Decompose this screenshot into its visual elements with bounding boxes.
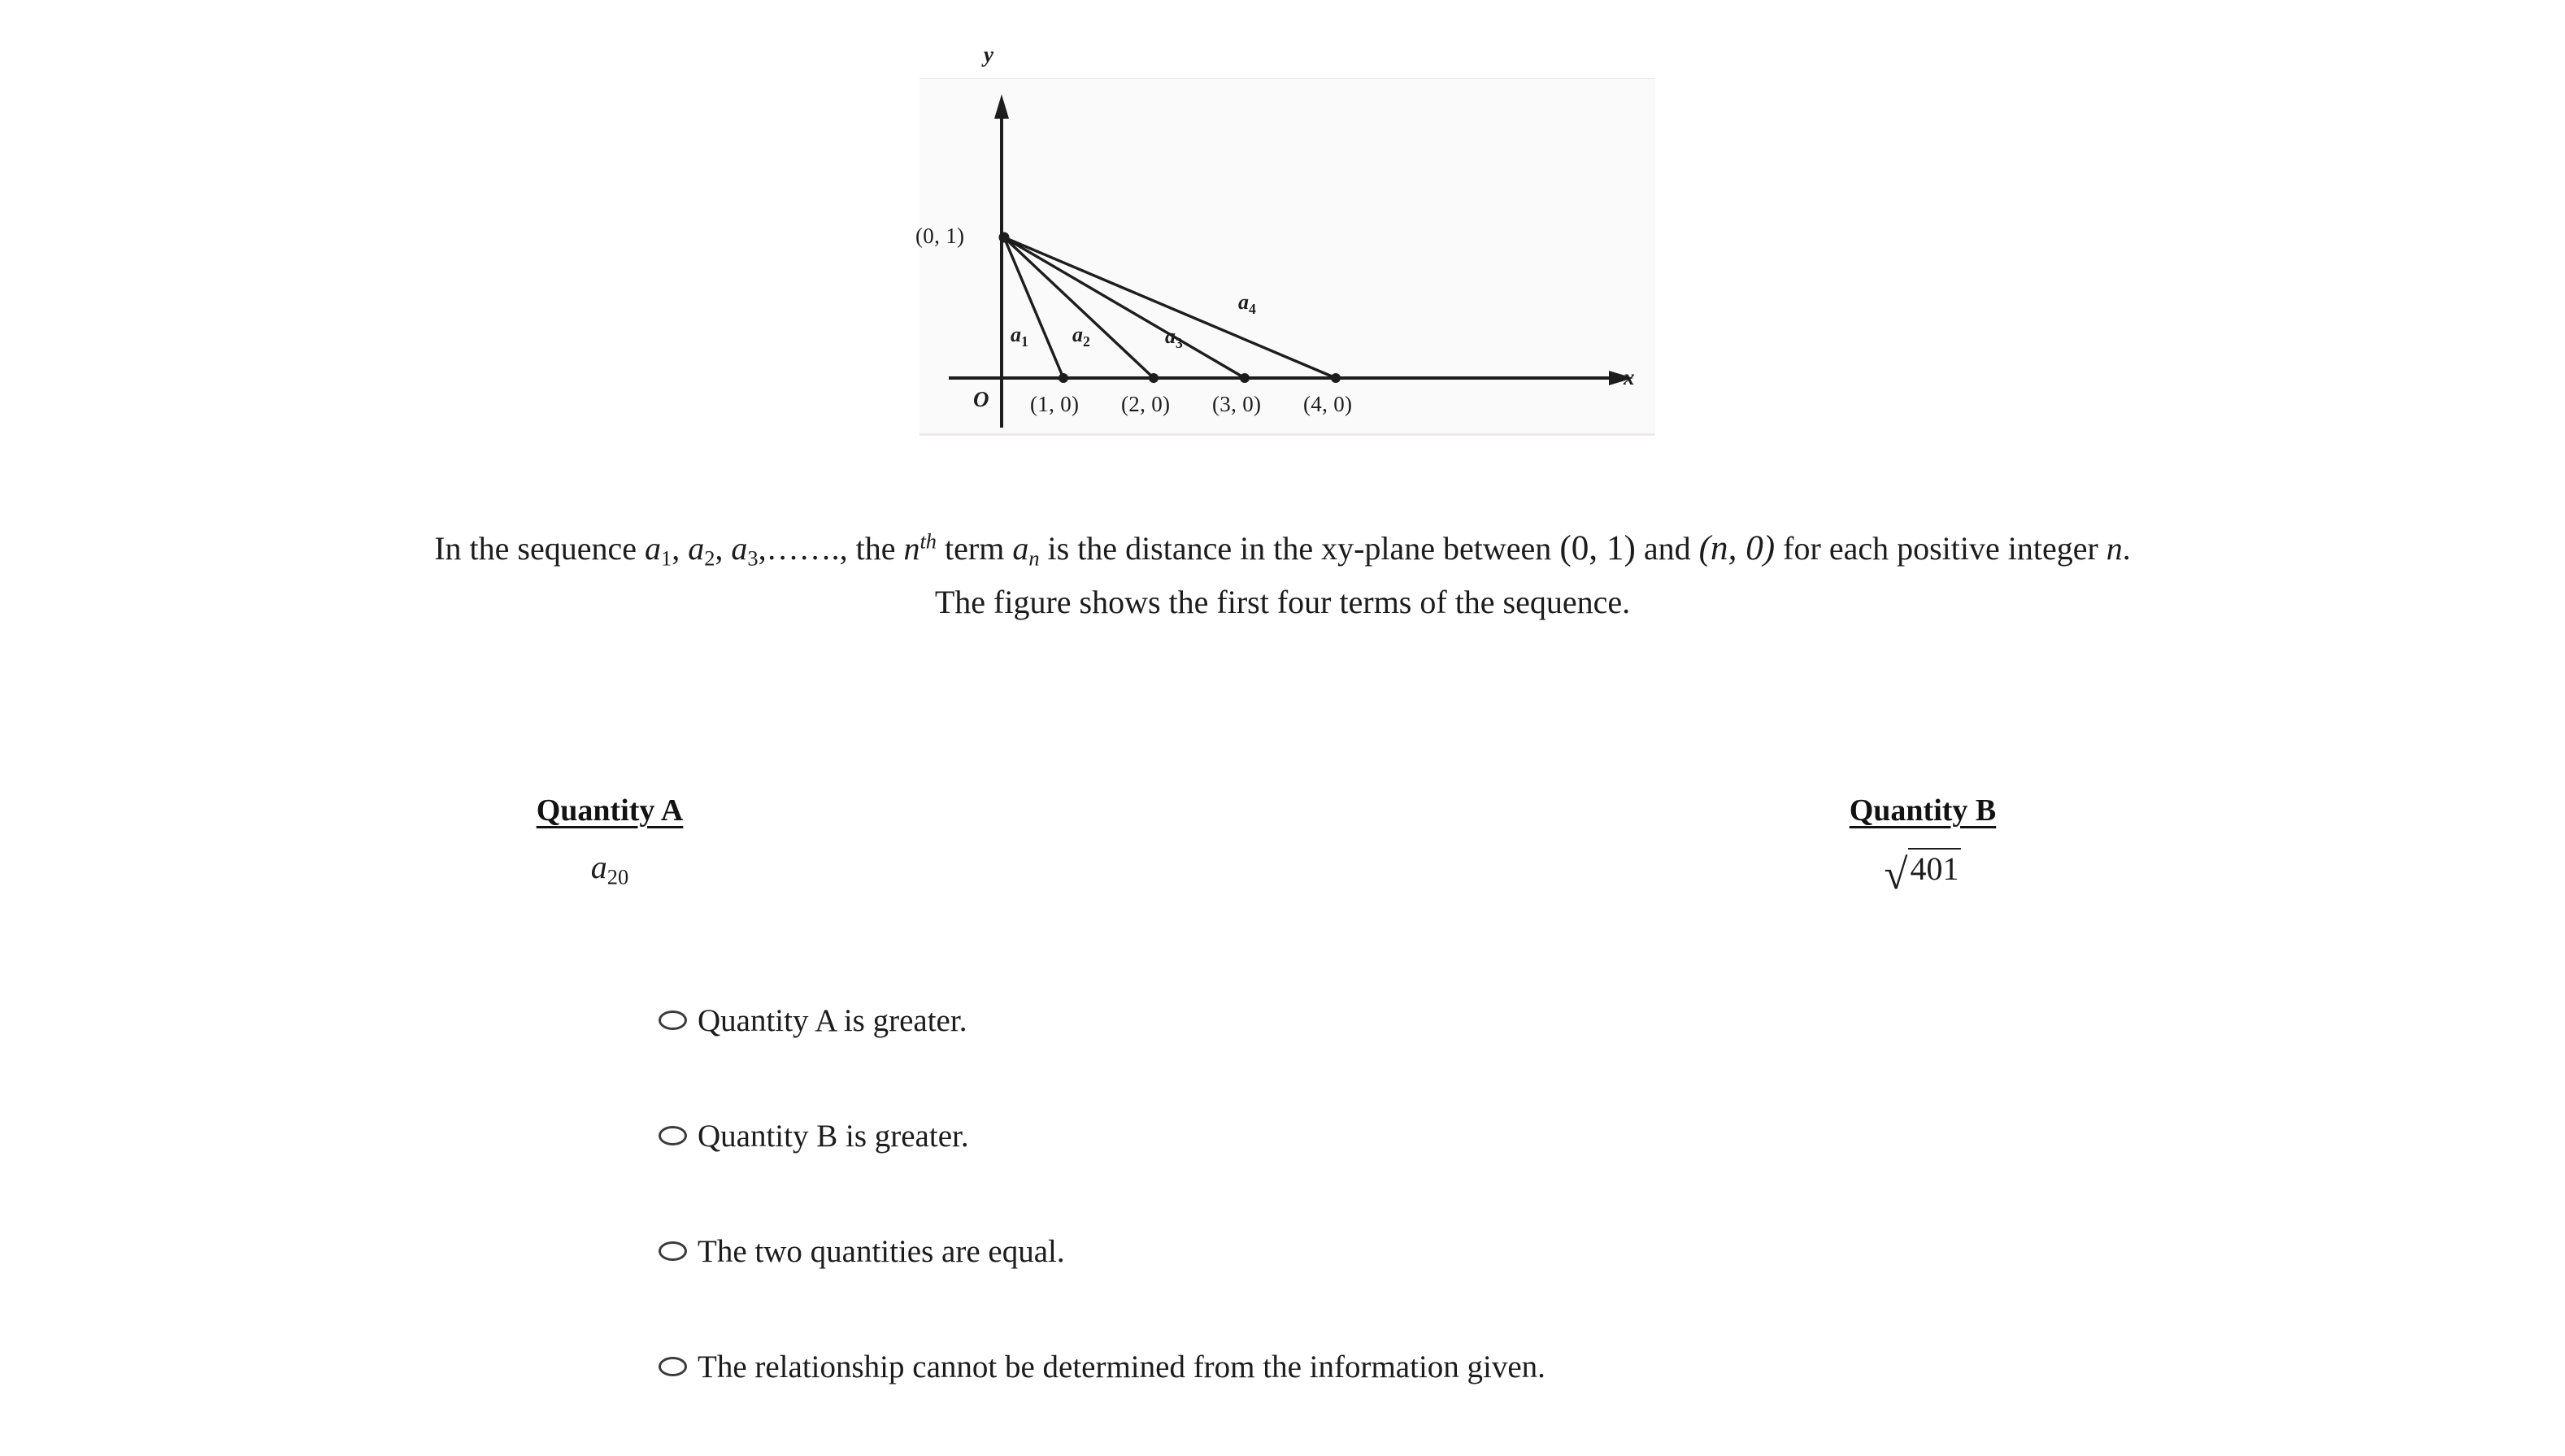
question-stem: [0, 528, 2565, 621]
answer-options-list: [659, 992, 2285, 1454]
segment-a2: [1004, 237, 1154, 378]
stem-text-4: is the distance in the xy-plane between: [1039, 530, 1560, 567]
stem-integer-n: n: [2106, 530, 2123, 567]
origin-label: O: [973, 387, 989, 411]
figure-graphic: [919, 78, 1655, 436]
x-tick-label-1: (1, 0): [1030, 392, 1080, 416]
sequence-segments: [1004, 237, 1336, 378]
option-label-3[interactable]: The two quantities are equal.: [698, 1233, 1065, 1269]
quantity-b-value: [1703, 848, 2142, 896]
option-row-4[interactable]: [659, 1338, 2285, 1395]
stem-text-3: term: [937, 530, 1013, 567]
option-row-1[interactable]: [659, 992, 2285, 1049]
stem-seq-a1-sub: 1: [660, 545, 672, 571]
quantity-b-header: Quantity B: [1849, 793, 1997, 828]
stem-seq-a2-sub: 2: [704, 545, 715, 571]
quantity-a-value-base: a: [590, 849, 607, 885]
segment-label-a1-sub: 1: [1021, 333, 1028, 350]
stem-text-1: In the sequence: [434, 530, 645, 567]
stem-coord-0-1: (0, 1): [1559, 529, 1636, 567]
point-3-0: [1240, 373, 1250, 383]
stem-sep-1: ,: [672, 530, 689, 567]
option-label-1[interactable]: Quantity A is greater.: [698, 1002, 967, 1038]
radicand-value: 401: [1908, 848, 1961, 885]
stem-text-7: .: [2122, 530, 2131, 567]
segment-label-a4-base: a: [1238, 290, 1249, 314]
stem-sep-2: ,: [715, 530, 732, 567]
segment-a3: [1004, 237, 1245, 378]
stem-coord-n-0: (n, 0): [1698, 529, 1776, 567]
quantity-comparison-row: [0, 793, 2565, 923]
stem-text-5: and: [1635, 530, 1699, 567]
stem-nth-sup: th: [919, 528, 937, 554]
quantity-a-header: Quantity A: [536, 793, 684, 828]
stem-nth-base: n: [903, 530, 920, 567]
square-root-expression: [1885, 848, 1962, 896]
point-2-0: [1149, 373, 1159, 383]
option-row-2[interactable]: [659, 1107, 2285, 1164]
point-0-1: [999, 233, 1010, 243]
stem-line-1: [0, 528, 2565, 572]
quantity-a-value: [390, 848, 829, 889]
quantity-a-value-sub: 20: [606, 864, 629, 889]
radio-button-option-3[interactable]: [659, 1241, 687, 1261]
stem-term-sub: n: [1028, 545, 1040, 571]
sequence-figure: [915, 42, 1655, 436]
option-label-2[interactable]: Quantity B is greater.: [698, 1118, 969, 1154]
segment-label-a1-base: a: [1011, 323, 1021, 346]
x-axis-label: x: [1624, 365, 1635, 389]
segment-label-a2: [1072, 324, 1090, 350]
y-axis-label: y: [984, 42, 993, 67]
quantity-b-column: [1703, 793, 2142, 896]
stem-term-base: a: [1012, 530, 1029, 567]
stem-seq-a1-base: a: [644, 530, 661, 567]
radio-button-option-2[interactable]: [659, 1126, 687, 1145]
segment-label-a3-sub: 3: [1176, 335, 1183, 352]
stem-text-6: for each positive integer: [1775, 530, 2106, 567]
x-tick-label-3: (3, 0): [1212, 392, 1262, 416]
stem-seq-a3-base: a: [731, 530, 748, 567]
x-axis: [949, 371, 1633, 385]
point-1-0: [1059, 373, 1068, 383]
option-label-4[interactable]: The relationship cannot be determined from the information given.: [698, 1349, 1546, 1384]
segment-label-a4: [1238, 292, 1256, 317]
x-tick-label-4: (4, 0): [1303, 392, 1353, 416]
stem-text-2: ,……., the: [758, 530, 904, 567]
segment-label-a3: [1165, 326, 1183, 351]
segment-label-a2-base: a: [1072, 323, 1083, 346]
segment-label-a3-base: a: [1165, 324, 1176, 348]
option-row-3[interactable]: [659, 1223, 2285, 1280]
segment-label-a2-sub: 2: [1083, 333, 1090, 350]
segment-label-a1: [1011, 324, 1028, 350]
radio-button-option-4[interactable]: [659, 1357, 687, 1376]
x-tick-label-2: (2, 0): [1121, 392, 1171, 416]
stem-seq-a2-base: a: [688, 530, 705, 567]
radical-sign-icon: √: [1884, 850, 1908, 898]
point-4-0: [1331, 373, 1341, 383]
stem-line-2: The figure shows the first four terms of the sequence.: [934, 583, 1631, 620]
point-label-0-1: (0, 1): [915, 224, 965, 248]
stem-seq-a3-sub: 3: [747, 545, 759, 571]
quantity-a-column: [390, 793, 829, 889]
segment-label-a4-sub: 4: [1249, 301, 1256, 318]
radio-button-option-1[interactable]: [659, 1011, 687, 1030]
